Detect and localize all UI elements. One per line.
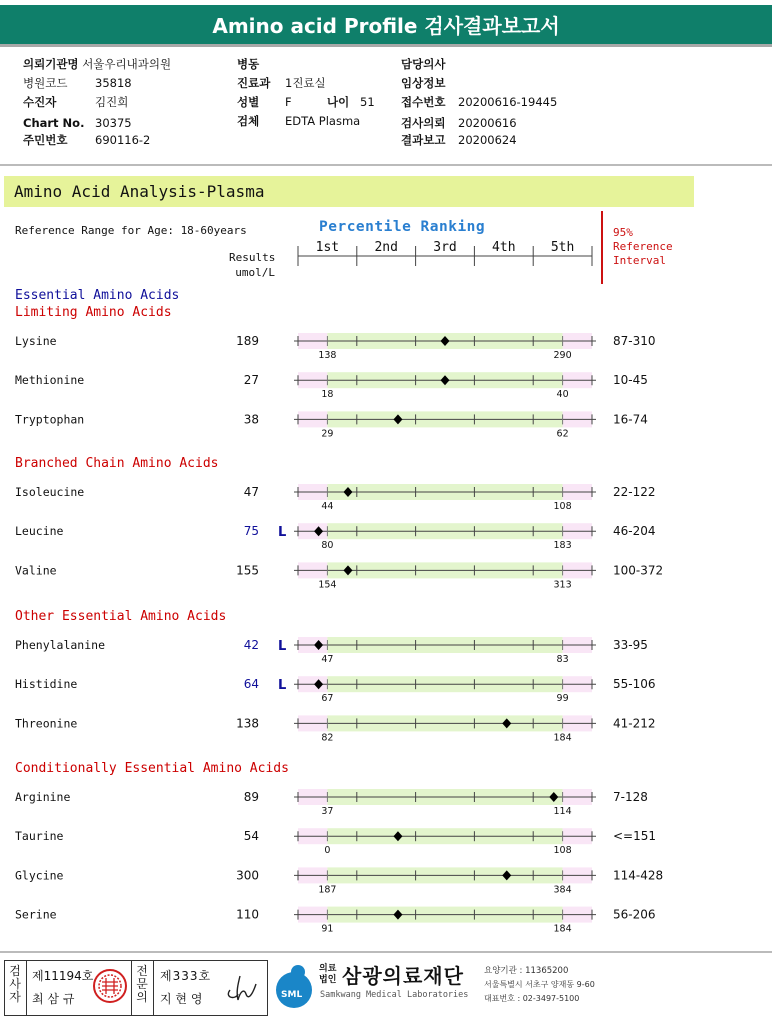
specialist-label: 전문의 xyxy=(136,964,148,1004)
org-name-en: Samkwang Medical Laboratories xyxy=(320,990,469,1000)
range-low: 138 xyxy=(318,350,337,361)
institution-label: 의뢰기관명 xyxy=(23,57,79,71)
range-low: 29 xyxy=(321,428,334,440)
hospital-code-value: 35818 xyxy=(95,76,132,90)
corp-label: 의료법인 xyxy=(319,964,337,985)
age-label: 나이 xyxy=(327,95,350,109)
examiner-label: 검사자 xyxy=(9,964,21,1004)
result-flag: L xyxy=(278,639,287,654)
recipient-label: 수진자 xyxy=(23,95,57,109)
result-value: 42 xyxy=(243,638,259,652)
reference-interval: 87-310 xyxy=(613,334,656,348)
specialist-no: 제333호 xyxy=(160,969,212,983)
range-high: 384 xyxy=(553,884,572,896)
essential-header: Essential Amino Acids xyxy=(15,288,180,303)
reference-interval: 22-122 xyxy=(613,485,656,499)
logo-text: SML xyxy=(281,990,303,1000)
range-low: 154 xyxy=(318,579,337,591)
reference-interval: 7-128 xyxy=(613,790,648,804)
receipt-no-label: 접수번호 xyxy=(401,95,446,109)
group-header: Other Essential Amino Acids xyxy=(15,609,227,624)
result-value: 38 xyxy=(243,412,259,427)
range-high: 290 xyxy=(553,350,572,361)
result-flag: L xyxy=(278,525,287,541)
range-low: 37 xyxy=(321,806,334,817)
results-label: Results xyxy=(229,251,276,264)
percentile-label: 3rd xyxy=(433,240,457,255)
seal-icon xyxy=(92,968,128,1004)
range-high: 83 xyxy=(556,654,569,665)
analyte-name: Tryptophan xyxy=(15,412,85,427)
analyte-name: Leucine xyxy=(15,524,64,539)
reference-interval: <=151 xyxy=(613,829,657,844)
percentile-label: 4th xyxy=(492,240,516,255)
result-value: 155 xyxy=(236,563,259,578)
range-high: 313 xyxy=(553,579,572,591)
analyte-name: Valine xyxy=(15,563,57,578)
specimen-value: EDTA Plasma xyxy=(285,114,361,128)
report-title: Amino acid Profile 검사결과보고서 xyxy=(0,5,772,47)
request-date-label: 검사의뢰 xyxy=(401,116,446,130)
reference-interval: 55-106 xyxy=(613,677,656,692)
signature-icon xyxy=(222,970,262,1006)
result-value: 138 xyxy=(236,716,259,731)
range-low: 80 xyxy=(321,540,334,552)
sex-value: F xyxy=(285,95,292,109)
range-high: 184 xyxy=(553,923,572,935)
doctor-label: 담당의사 xyxy=(401,57,446,71)
reference-interval: 41-212 xyxy=(613,716,656,731)
ward-label: 병동 xyxy=(237,57,260,71)
range-low: 91 xyxy=(321,923,334,935)
specialist-name: 지 현 영 xyxy=(160,992,203,1006)
institution-value: 서울우리내과의원 xyxy=(82,57,172,71)
range-high: 183 xyxy=(553,540,572,552)
examiner-name: 최 삼 규 xyxy=(32,992,75,1006)
range-low: 47 xyxy=(321,654,334,665)
analyte-name: Taurine xyxy=(15,829,64,844)
range-low: 187 xyxy=(318,884,337,896)
result-value: 89 xyxy=(243,790,259,804)
result-value: 54 xyxy=(243,829,259,844)
recipient-value: 김진희 xyxy=(95,95,129,109)
result-value: 75 xyxy=(243,524,259,539)
group-header: Branched Chain Amino Acids xyxy=(15,456,219,471)
analyte-name: Glycine xyxy=(15,868,64,883)
reference-interval: 33-95 xyxy=(613,638,648,652)
code-line: 요양기관 : 11365200 xyxy=(484,966,569,976)
units-label: umol/L xyxy=(235,266,275,279)
range-low: 82 xyxy=(321,732,334,744)
phone-line: 대표번호 : 02-3497-5100 xyxy=(484,994,580,1003)
analyte-name: Lysine xyxy=(15,334,57,348)
reference-interval: 100-372 xyxy=(613,563,664,578)
reference-interval: 114-428 xyxy=(613,868,664,883)
examiner-no: 제11194호 xyxy=(32,969,94,983)
result-value: 300 xyxy=(236,868,259,883)
analyte-name: Arginine xyxy=(15,790,71,804)
analyte-name: Histidine xyxy=(15,677,78,692)
ref-header-line2: Reference xyxy=(613,240,673,253)
result-value: 189 xyxy=(236,334,259,348)
analyte-name: Isoleucine xyxy=(15,485,85,499)
range-high: 114 xyxy=(553,806,572,817)
range-high: 184 xyxy=(553,732,572,744)
analyte-name: Phenylalanine xyxy=(15,638,106,652)
hospital-code-label: 병원코드 xyxy=(23,76,68,90)
range-low: 44 xyxy=(321,501,334,512)
sex-label: 성별 xyxy=(237,95,260,109)
percentile-title: Percentile Ranking xyxy=(319,219,486,235)
percentile-label: 5th xyxy=(550,240,575,255)
sml-logo-icon xyxy=(272,962,316,1010)
range-low: 18 xyxy=(321,389,334,401)
org-name: 삼광의료재단 xyxy=(342,964,464,988)
ref-header-line3: Interval xyxy=(613,254,666,267)
range-low: 67 xyxy=(321,693,334,705)
reference-interval: 16-74 xyxy=(613,412,648,427)
age-value: 51 xyxy=(360,95,375,109)
group-header: Limiting Amino Acids xyxy=(15,305,172,320)
range-high: 62 xyxy=(556,428,569,440)
result-value: 64 xyxy=(243,677,259,692)
result-value: 47 xyxy=(243,485,259,499)
clinical-info-label: 임상정보 xyxy=(401,76,446,90)
address-line: 서울특별시 서초구 양재동 9-60 xyxy=(484,980,595,989)
report-date-value: 20200624 xyxy=(458,133,517,147)
department-value: 1진료실 xyxy=(285,76,326,90)
resident-no-value: 690116-2 xyxy=(95,133,151,147)
range-low: 0 xyxy=(324,845,331,857)
footer-divider xyxy=(0,951,772,953)
percentile-label: 2nd xyxy=(374,240,398,255)
analyte-name: Threonine xyxy=(15,716,78,731)
receipt-no-value: 20200616-19445 xyxy=(458,95,558,109)
chart-no-label: Chart No. xyxy=(23,116,85,130)
range-high: 108 xyxy=(553,845,572,857)
section-title: Amino Acid Analysis-Plasma xyxy=(4,176,694,207)
range-high: 108 xyxy=(553,501,572,512)
percentile-label: 1st xyxy=(315,240,340,255)
reference-interval: 56-206 xyxy=(613,907,656,922)
reference-range-text: Reference Range for Age: 18-60years xyxy=(15,224,247,237)
ref-header-line1: 95% xyxy=(613,226,633,239)
group-header: Conditionally Essential Amino Acids xyxy=(15,761,289,776)
result-flag: L xyxy=(278,678,287,694)
signature-divider-3 xyxy=(153,960,154,1016)
department-label: 진료과 xyxy=(237,76,271,90)
resident-no-label: 주민번호 xyxy=(23,133,68,147)
analyte-name: Methionine xyxy=(15,373,85,388)
specimen-label: 검체 xyxy=(237,114,260,128)
signature-divider-1 xyxy=(26,960,27,1016)
analyte-name: Serine xyxy=(15,907,57,922)
reference-interval: 10-45 xyxy=(613,373,648,388)
range-high: 99 xyxy=(556,693,569,705)
result-value: 110 xyxy=(236,907,259,922)
reference-interval: 46-204 xyxy=(613,524,656,539)
range-high: 40 xyxy=(556,389,569,401)
result-value: 27 xyxy=(243,373,259,388)
chart-no-value: 30375 xyxy=(95,116,132,130)
report-date-label: 결과보고 xyxy=(401,133,446,147)
request-date-value: 20200616 xyxy=(458,116,517,130)
